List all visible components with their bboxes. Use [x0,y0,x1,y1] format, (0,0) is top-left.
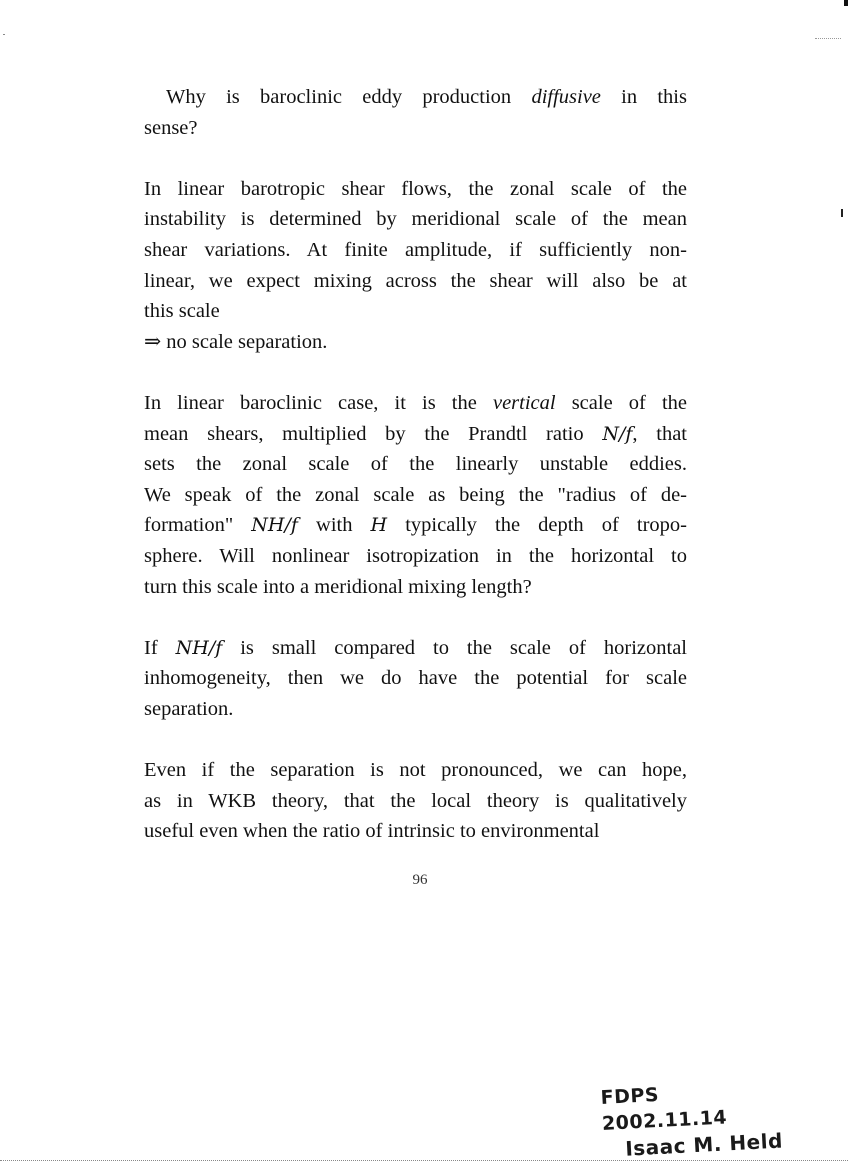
text-run: is small compared to the scale of horizontal [222,636,687,659]
text-run: ⇒ no scale separation. [144,330,328,353]
text-run: scale of the [555,391,688,414]
math-symbol: H [370,514,388,537]
scan-speck [3,34,5,35]
paragraph-3 [144,388,687,602]
text-line [144,235,687,266]
scan-corner-mark [844,0,848,6]
text-line [144,694,687,725]
text-run: shear variations. At finite amplitude, if sufficiently non- [144,238,687,261]
text-run: separation. [144,697,234,720]
text-line [144,816,687,847]
text-line [144,633,687,664]
math-symbol: N/f [602,422,633,445]
text-line [144,113,687,144]
math-symbol: NH/f [251,514,298,537]
text-run: as in WKB theory, that the local theory is qualitatively [144,789,687,812]
text-run: in this [600,86,687,108]
text-run: sense? [144,116,198,139]
text-run: We speak of the zonal scale as being the "radius of de- [144,483,687,506]
paragraph-5 [144,755,687,847]
text-run: sets the zonal scale of the linearly unstable eddies. [144,453,687,476]
text-run: In linear barotropic shear flows, the zonal scale of the [144,177,687,200]
text-run: this scale [144,300,220,323]
text-run: Why is baroclinic eddy production [166,86,532,108]
text-run: formation" [144,514,252,537]
text-run: instability is determined by meridional scale of the mean [144,208,687,231]
text-run: turn this scale into a meridional mixing length? [144,575,532,598]
text-run: typically the depth of tropo- [387,514,688,537]
text-run: mean shears, multiplied by the Prandtl ratio [144,422,603,445]
text-line [144,296,687,327]
paragraph-1 [144,82,687,143]
page-number: 96 [412,872,428,888]
text-run: In linear baroclinic case, it is the [144,391,493,414]
text-run: , that [632,422,687,445]
text-line [144,388,687,419]
handwritten-note-date: FDPS 2002.11.14 [600,1083,728,1135]
text-line [144,174,687,205]
text-line [144,82,687,113]
text-run: useful even when the ratio of intrinsic to environmental [144,820,600,843]
text-line [144,266,687,297]
text-line [144,204,687,235]
text-line [144,663,687,694]
paragraph-2 [144,174,687,358]
text-line [144,510,687,541]
text-line [144,786,687,817]
text-line [144,419,687,450]
handwritten-signature-note [600,1075,794,1163]
text-run: linear, we expect mixing across the shear will also be at [144,269,687,292]
paragraph-4 [144,633,687,725]
emphasis-text: vertical [492,391,556,414]
text-run: inhomogeneity, then we do have the potential for scale [144,667,687,690]
text-line [144,572,687,603]
text-run: If [144,636,176,659]
handwritten-note-name: Isaac M. Held [624,1128,784,1161]
body-text [144,82,687,877]
emphasis-text: diffusive [531,86,601,108]
text-line [144,541,687,572]
scan-edge-line [0,1160,848,1161]
text-run: sphere. Will nonlinear isotropization in the horizontal to [144,544,687,567]
math-symbol: NH/f [175,636,223,659]
text-run: with [297,514,371,537]
text-line [144,327,687,358]
text-line [144,449,687,480]
text-line [144,480,687,511]
text-run: Even if the separation is not pronounced, we can hope, [144,759,687,782]
scan-edge-dots [815,38,841,39]
text-line [144,755,687,786]
margin-tick-mark [841,209,843,217]
